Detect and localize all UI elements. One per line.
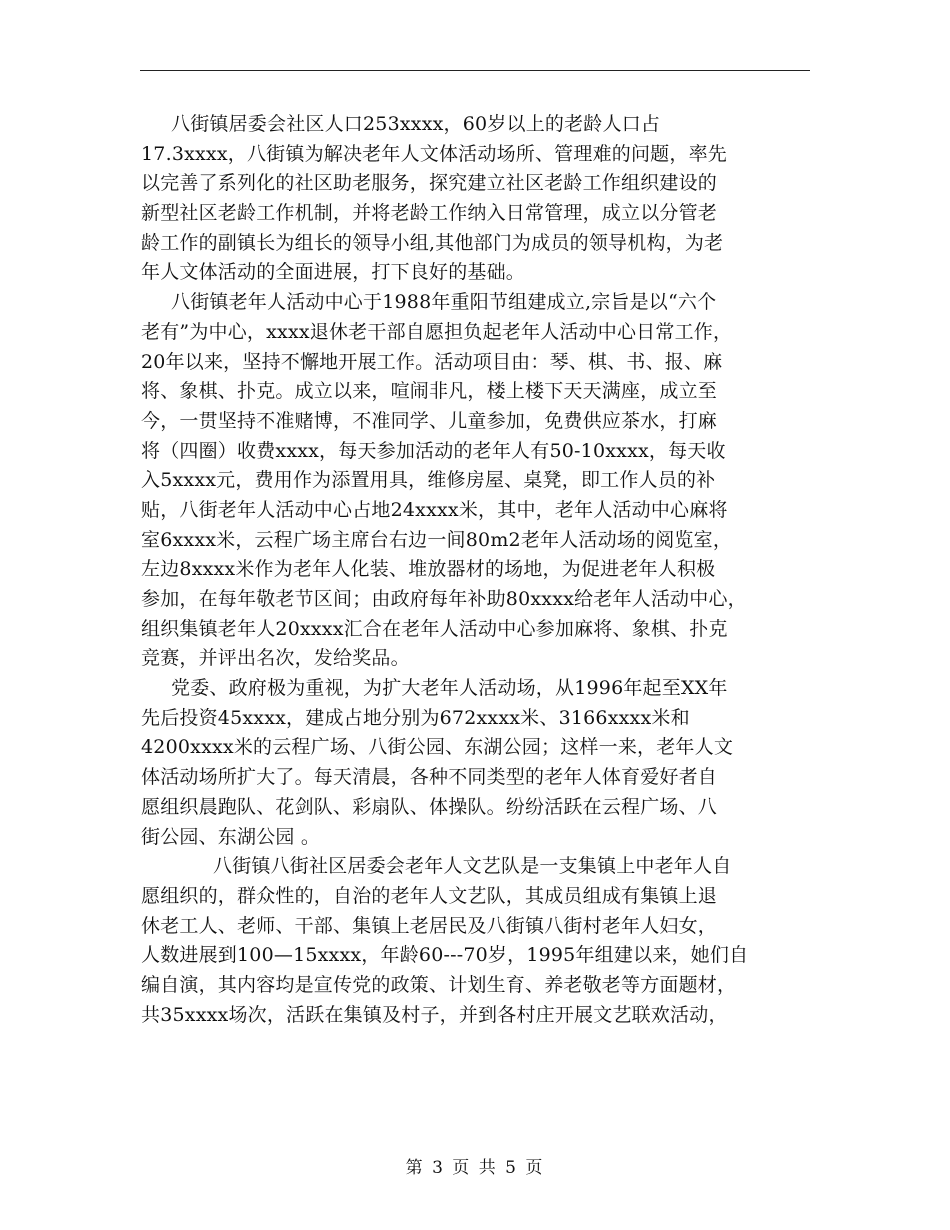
text-line: 人数进展到100—15xxxx，年龄60---70岁，1995年组建以来，她们自	[141, 944, 749, 967]
text-line: 以完善了系列化的社区助老服务，探究建立社区老龄工作组织建设的	[141, 172, 718, 195]
text-line: 竞赛，并评出名次，发给奖品。	[141, 647, 410, 670]
text-line: 将（四圈）收费xxxx，每天参加活动的老年人有50-10xxxx，每天收	[141, 439, 726, 462]
text-line: 4200xxxx米的云程广场、八街公园、东湖公园；这样一来，老年人文	[141, 736, 734, 759]
text-line: 组织集镇老年人20xxxx汇合在老年人活动中心参加麻将、象棋、扑克	[141, 617, 728, 640]
text-line: 今，一贯坚持不准赌博，不准同学、儿童参加，免费供应茶水，打麻	[141, 409, 718, 432]
text-line: 体活动场所扩大了。每天清晨，各种不同类型的老年人体育爱好者自	[141, 766, 718, 789]
text-line: 老有”为中心，xxxx退休老干部自愿担负起老年人活动中心日常工作，	[141, 320, 733, 343]
text-line: 贴，八街老年人活动中心占地24xxxx米，其中，老年人活动中心麻将	[141, 498, 728, 521]
text-line: 休老工人、老师、干部、集镇上老居民及八街镇八街村老年人妇女，	[141, 914, 718, 937]
text-line: 街公园、东湖公园 。	[141, 825, 321, 848]
text-line: 龄工作的副镇长为组长的领导小组,其他部门为成员的领导机构，为老	[141, 231, 724, 254]
text-line: 八街镇居委会社区人口253xxxx，60岁以上的老龄人口占	[171, 113, 661, 135]
text-line: 左边8xxxx米作为老年人化装、堆放器材的场地，为促进老年人积极	[141, 558, 716, 581]
text-line: 入5xxxx元，费用作为添置用具，维修房屋、桌凳，即工作人员的补	[141, 469, 716, 492]
text-line: 八街镇老年人活动中心于1988年重阳节组建成立,宗旨是以“六个	[171, 291, 717, 314]
document-body	[141, 110, 813, 1030]
text-line: 愿组织的，群众性的，自治的老年人文艺队，其成员组成有集镇上退	[141, 884, 718, 907]
text-line: 年人文体活动的全面进展，打下良好的基础。	[141, 261, 526, 284]
text-line: 将、象棋、扑克。成立以来，喧闹非凡，楼上楼下天天满座，成立至	[141, 380, 718, 403]
page-number: 第 3 页 共 5 页	[405, 1158, 545, 1178]
text-line: 新型社区老龄工作机制，并将老龄工作纳入日常管理，成立以分管老	[141, 202, 718, 225]
text-line: 室6xxxx米，云程广场主席台右边一间80m2老年人活动场的阅览室，	[141, 528, 733, 551]
text-line: 八街镇八街社区居委会老年人文艺队是一支集镇上中老年人自	[213, 855, 732, 878]
text-line: 共35xxxx场次，活跃在集镇及村子，并到各村庄开展文艺联欢活动，	[141, 1003, 728, 1026]
text-line: 先后投资45xxxx，建成占地分别为672xxxx米、3166xxxx米和	[141, 706, 690, 729]
text-line: 党委、政府极为重视，为扩大老年人活动场，从1996年起至XX年	[171, 677, 728, 700]
text-line: 编自演，其内容均是宣传党的政策、计划生育、养老敬老等方面题材，	[141, 973, 737, 996]
text-line: 参加，在每年敬老节区间；由政府每年补助80xxxx给老年人活动中心，	[141, 588, 747, 610]
text-line: 20年以来，坚持不懈地开展工作。活动项目由：琴、棋、书、报、麻	[141, 350, 723, 373]
text-line: 愿组织晨跑队、花剑队、彩扇队、体操队。纷纷活跃在云程广场、八	[141, 795, 718, 818]
text-line: 17.3xxxx，八街镇为解决老年人文体活动场所、管理难的问题，率先	[141, 142, 727, 165]
header-rule	[140, 70, 810, 71]
